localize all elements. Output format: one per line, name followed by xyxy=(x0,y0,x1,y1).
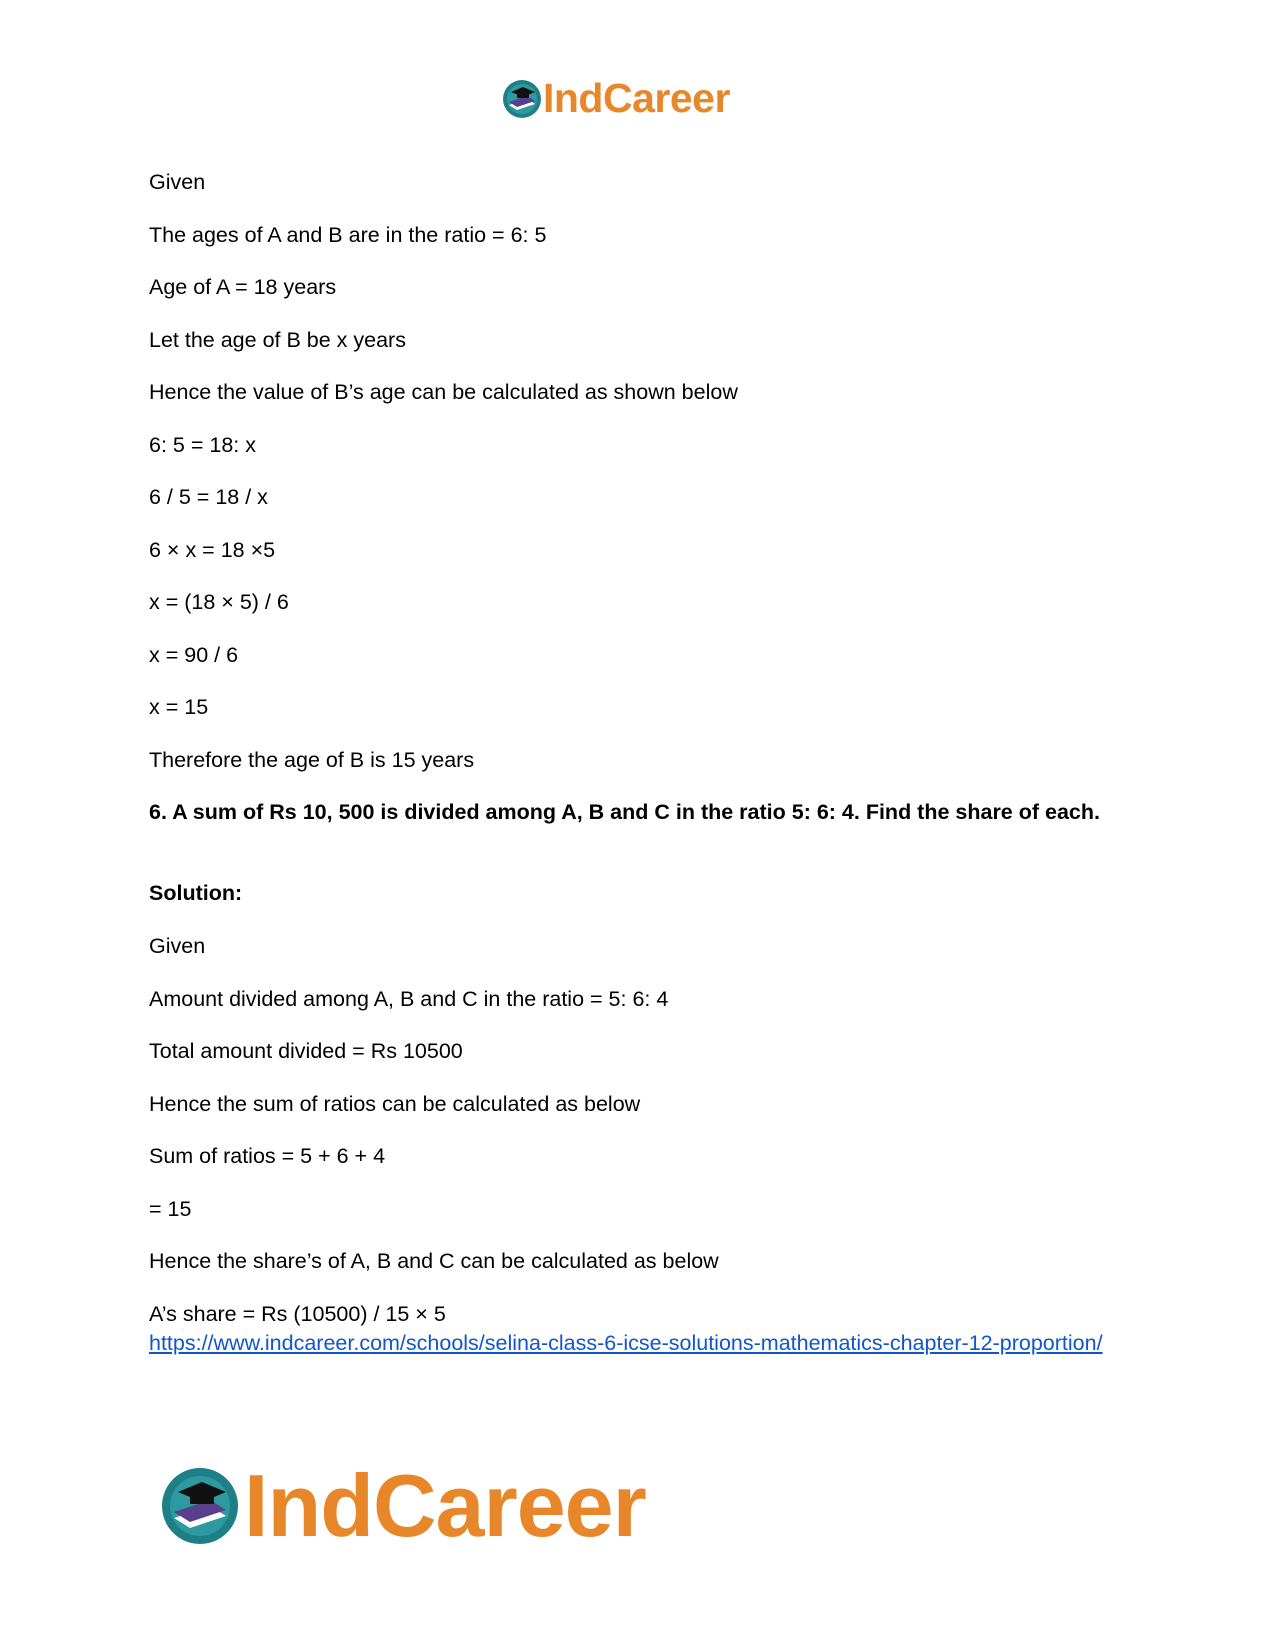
text-line: Let the age of B be x years xyxy=(149,328,406,352)
text-line: Total amount divided = Rs 10500 xyxy=(149,1039,463,1063)
question-text: 6. A sum of Rs 10, 500 is divided among A, B and C in the ratio 5: 6: 4. Find the share of each. xyxy=(149,800,1100,824)
source-link[interactable]: https://www.indcareer.com/schools/selina-class-6-icse-solutions-mathematics-chapter-12-proportion/ xyxy=(149,1331,1103,1355)
equation-line: 6 × x = 18 ×5 xyxy=(149,538,276,562)
equation-line: = 15 xyxy=(149,1197,192,1221)
text-line: Therefore the age of B is 15 years xyxy=(149,748,475,772)
text-line: Given xyxy=(149,170,206,194)
solution-label: Solution: xyxy=(149,881,243,905)
equation-line: 6 / 5 = 18 / x xyxy=(149,485,268,509)
text-line: Amount divided among A, B and C in the ratio = 5: 6: 4 xyxy=(149,987,669,1011)
text-line: Hence the value of B’s age can be calculated as shown below xyxy=(149,380,738,404)
equation-line: A’s share = Rs (10500) / 15 × 5 xyxy=(149,1302,446,1326)
equation-line: Sum of ratios = 5 + 6 + 4 xyxy=(149,1144,386,1168)
header-logo xyxy=(502,75,730,121)
equation-line: x = 90 / 6 xyxy=(149,643,239,667)
footer-logo xyxy=(160,1456,646,1555)
text-line: Age of A = 18 years xyxy=(149,275,337,299)
graduation-book-icon xyxy=(502,79,542,119)
logo-text: IndCareer xyxy=(543,75,730,121)
equation-line: 6: 5 = 18: x xyxy=(149,433,256,457)
equation-line: x = 15 xyxy=(149,695,209,719)
graduation-book-icon xyxy=(160,1466,240,1546)
logo-text: IndCareer xyxy=(244,1456,646,1555)
text-line: Given xyxy=(149,934,206,958)
text-line: Hence the share’s of A, B and C can be calculated as below xyxy=(149,1249,719,1273)
text-line: The ages of A and B are in the ratio = 6: 5 xyxy=(149,223,547,247)
equation-line: x = (18 × 5) / 6 xyxy=(149,590,289,614)
text-line: Hence the sum of ratios can be calculated as below xyxy=(149,1092,641,1116)
